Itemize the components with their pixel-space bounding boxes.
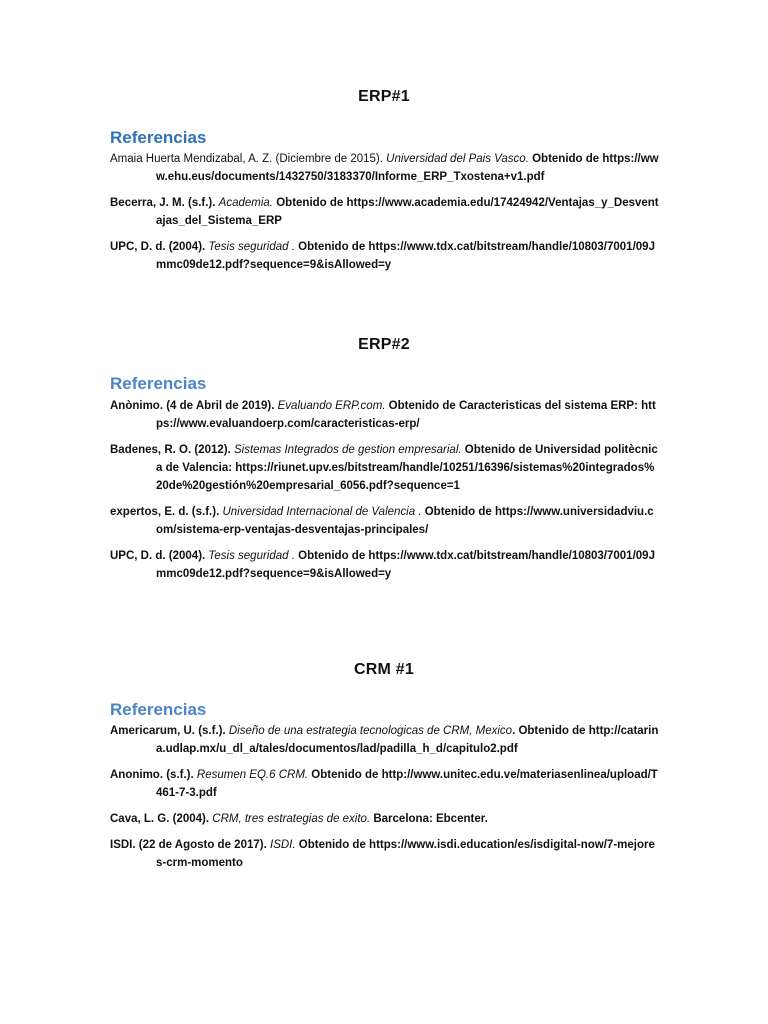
ref-source: Obtenido de https://www.tdx.cat/bitstream/handle/10803/7001/09Jmmc09de12.pdf?sequence=9&isAllowed=y: [156, 241, 655, 271]
ref-title: Tesis seguridad .: [208, 241, 295, 253]
ref-title: CRM, tres estrategias de exito.: [212, 813, 371, 825]
reference-item: [110, 810, 660, 828]
section-erp2: [0, 334, 768, 356]
ref-author: expertos, E. d. (s.f.).: [110, 506, 220, 518]
ref-title: Diseño de una estrategia tecnologicas de CRM, Mexico: [228, 725, 513, 737]
section-title: ERP#1: [358, 88, 410, 105]
ref-source: . Obtenido de http://catarina.udlap.mx/u_dl_a/tales/documentos/lad/padilla_h_d/capitulo2.pdf: [156, 725, 659, 755]
ref-title: Evaluando ERP.com.: [277, 400, 386, 412]
references-heading: Referencias: [110, 128, 207, 147]
ref-author: Cava, L. G. (2004).: [110, 813, 210, 825]
section-title: ERP#2: [358, 336, 410, 353]
ref-source: Obtenido de http://www.unitec.edu.ve/materiasenlinea/upload/T461-7-3.pdf: [156, 769, 658, 799]
ref-source: Obtenido de https://www.ehu.eus/documents/1432750/3183370/Informe_ERP_Txostena+v1.pdf: [156, 153, 659, 183]
reference-item: [110, 722, 660, 758]
ref-author: ISDI. (22 de Agosto de 2017).: [110, 839, 267, 851]
ref-author: Americarum, U. (s.f.).: [110, 725, 226, 737]
ref-source: Obtenido de https://www.tdx.cat/bitstream/handle/10803/7001/09Jmmc09de12.pdf?sequence=9&isAllowed=y: [156, 550, 655, 580]
references-heading: Referencias: [110, 374, 207, 393]
ref-author: Becerra, J. M. (s.f.).: [110, 197, 216, 209]
ref-source: Obtenido de https://www.academia.edu/17424942/Ventajas_y_Desventajas_del_Sistema_ERP: [156, 197, 659, 227]
ref-title: ISDI.: [270, 839, 296, 851]
reference-item: [110, 150, 660, 186]
reference-item: [110, 194, 660, 230]
reference-list: [110, 397, 660, 591]
reference-item: [110, 238, 660, 274]
reference-item: [110, 503, 660, 539]
references-heading: Referencias: [110, 700, 207, 719]
ref-author: Badenes, R. O. (2012).: [110, 444, 231, 456]
ref-author: UPC, D. d. (2004).: [110, 550, 206, 562]
ref-source: Obtenido de https://www.isdi.education/es/isdigital-now/7-mejores-crm-momento: [156, 839, 655, 869]
section-title: CRM #1: [354, 661, 414, 678]
ref-source: Obtenido de Universidad politècnica de Valencia: https://riunet.upv.es/bitstream/handle/10251/16396/sistemas%20integrados%20de%20gestión%20empresarial_6056.pdf?sequence=1: [156, 444, 658, 492]
ref-title: Academia.: [218, 197, 274, 209]
ref-author: UPC, D. d. (2004).: [110, 241, 206, 253]
ref-title: Universidad Internacional de Valencia .: [222, 506, 422, 518]
ref-title: Universidad del Pais Vasco.: [386, 153, 529, 165]
section-crm1: [0, 659, 768, 681]
ref-title: Sistemas Integrados de gestion empresarial.: [234, 444, 462, 456]
reference-item: [110, 766, 660, 802]
reference-item: [110, 397, 660, 433]
ref-author: Anònimo. (4 de Abril de 2019).: [110, 400, 275, 412]
reference-item: [110, 441, 660, 495]
section-erp1: [0, 86, 768, 108]
ref-author: Amaia Huerta Mendizabal, A. Z. (Diciembre de 2015).: [110, 153, 383, 165]
reference-list: [110, 150, 660, 282]
reference-item: [110, 836, 660, 872]
ref-source: Obtenido de Caracteristicas del sistema ERP: https://www.evaluandoerp.com/caracteristicas-erp/: [156, 400, 656, 430]
reference-list: [110, 722, 660, 880]
reference-item: [110, 547, 660, 583]
ref-source: Obtenido de https://www.universidadviu.com/sistema-erp-ventajas-desventajas-principales/: [156, 506, 654, 536]
ref-title: Tesis seguridad .: [208, 550, 295, 562]
ref-source: Barcelona: Ebcenter.: [373, 813, 488, 825]
ref-author: Anonimo. (s.f.).: [110, 769, 194, 781]
ref-title: Resumen EQ.6 CRM.: [196, 769, 309, 781]
